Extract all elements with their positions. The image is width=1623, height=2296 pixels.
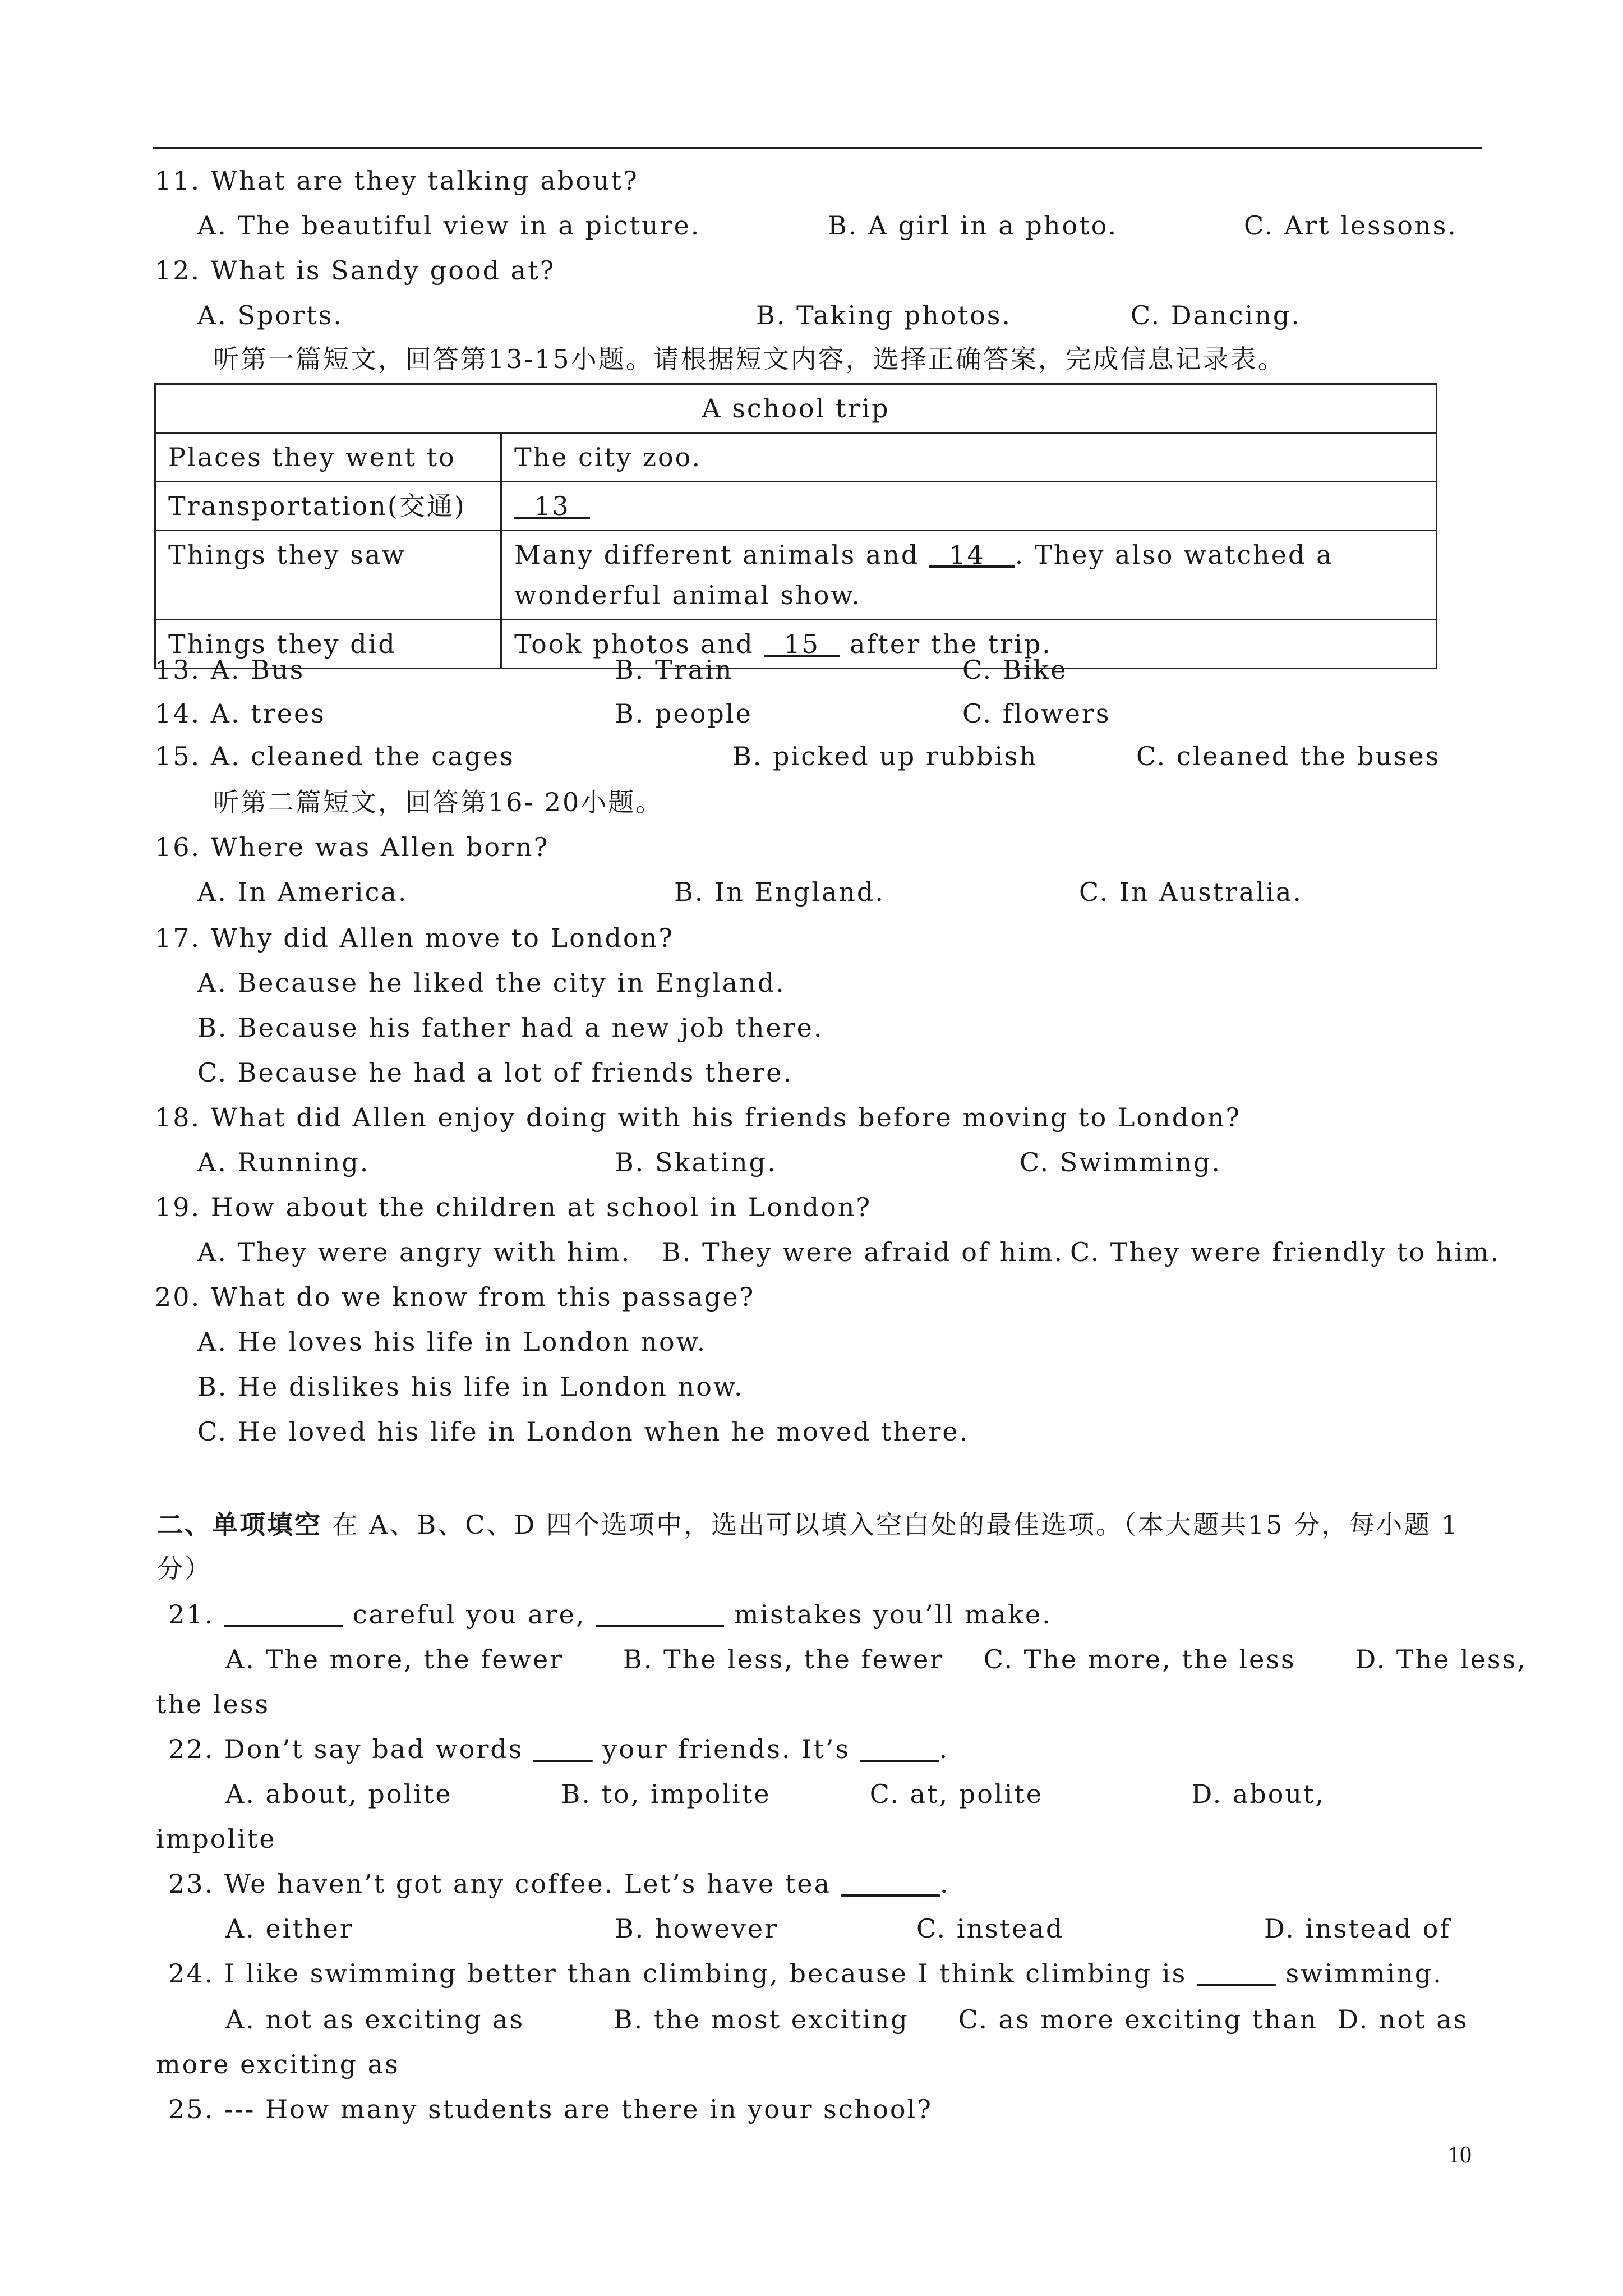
q24-text-1: I like swimming better than climbing, because I think climbing is	[224, 1958, 1197, 1989]
q18-stem: 18. What did Allen enjoy doing with his friends before moving to London?	[155, 1102, 1242, 1133]
q14-stem: 14. A. trees	[155, 698, 326, 729]
q21-number: 21.	[168, 1599, 224, 1630]
q13-option-c: C. Bike	[962, 655, 1068, 685]
q22-stem	[168, 1733, 949, 1765]
table-row	[155, 620, 1437, 669]
q14-option-c: C. flowers	[962, 698, 1111, 729]
part2-heading: 二、单项填空	[157, 1510, 322, 1540]
q18-option-b: B. Skating.	[615, 1147, 777, 1177]
q23-option-d: D. instead of	[1264, 1913, 1451, 1944]
q23-text-1: We haven’t got any coffee. Let’s have tea	[224, 1869, 841, 1899]
row-label: Things they did	[155, 620, 501, 669]
q21-blank-2	[596, 1599, 724, 1630]
row-value: The city zoo.	[501, 433, 1437, 482]
q24-options: A. not as exciting as B. the most exciting C. as more exciting than D. not as	[225, 2004, 1469, 2035]
table-row	[155, 531, 1437, 620]
q16-option-a: A. In America.	[197, 877, 408, 907]
q18-option-c: C. Swimming.	[1020, 1147, 1222, 1177]
row-label: Transportation(交通)	[155, 482, 501, 531]
q22-options: A. about, polite B. to, impolite C. at, polite D. about,	[225, 1779, 1326, 1809]
q23-option-b: B. however	[615, 1913, 779, 1944]
q15-option-b: B. picked up rubbish	[732, 741, 1038, 771]
blank-14: 14	[929, 540, 1015, 570]
q16-option-b: B. In England.	[674, 877, 885, 907]
row-value-pre: Many different animals and	[514, 540, 930, 570]
row-value-post: after the trip.	[840, 629, 1052, 659]
q21-options-wrap: the less	[156, 1689, 270, 1719]
q12-stem: 12. What is Sandy good at?	[155, 255, 556, 286]
q21-blank-1	[224, 1599, 343, 1630]
q22-blank-2	[860, 1734, 939, 1764]
q23-number: 23.	[168, 1869, 224, 1899]
q17-stem: 17. Why did Allen move to London?	[155, 923, 674, 953]
q17-option-b: B. Because his father had a new job there.	[197, 1013, 824, 1043]
q15-stem: 15. A. cleaned the cages	[155, 741, 515, 771]
q16-option-c: C. In Australia.	[1079, 877, 1303, 907]
q15-option-c: C. cleaned the buses	[1136, 741, 1441, 771]
q11-option-b: B. A girl in a photo.	[828, 210, 1118, 241]
q18-option-a: A. Running.	[197, 1147, 370, 1177]
header-rule	[153, 147, 1482, 149]
row-value-post: . They also watched a wonderful animal show.	[514, 540, 1334, 610]
q20-option-c: C. He loved his life in London when he moved there.	[197, 1416, 970, 1447]
table-title: A school trip	[155, 384, 1437, 433]
q21-text: careful you are,	[343, 1599, 596, 1630]
q22-text-3: .	[939, 1734, 949, 1764]
q22-options-wrap: impolite	[156, 1824, 276, 1854]
q23-blank	[841, 1869, 940, 1899]
q12-option-a: A. Sports.	[197, 300, 343, 330]
q22-blank-1	[533, 1734, 593, 1764]
blank-15: 15	[764, 629, 840, 659]
part2-instructions-wrap: 分）	[157, 1553, 212, 1584]
q13-option-b: B. Train	[615, 655, 734, 685]
part2-instructions: 在 A、B、C、D 四个选项中，选出可以填入空白处的最佳选项。（本大题共15 分，每小题 1	[322, 1510, 1460, 1540]
q20-stem: 20. What do we know from this passage?	[155, 1282, 755, 1312]
section1-intro: 听第一篇短文，回答第13-15小题。请根据短文内容，选择正确答案，完成信息记录表。	[213, 344, 1285, 374]
q23-text-2: .	[939, 1869, 950, 1899]
row-value-pre: Took photos and	[514, 629, 764, 659]
q11-stem: 11. What are they talking about?	[155, 165, 639, 196]
row-label: Things they saw	[155, 531, 501, 620]
table-row	[155, 482, 1437, 531]
q23-stem	[168, 1868, 949, 1899]
q17-option-c: C. Because he had a lot of friends there.	[197, 1057, 794, 1088]
row-value	[501, 482, 1437, 531]
q20-option-a: A. He loves his life in London now.	[197, 1327, 707, 1357]
row-label: Places they went to	[155, 433, 501, 482]
part2-heading-line	[157, 1509, 1459, 1540]
q24-stem	[168, 1958, 1443, 1989]
q19-option-b: B. They were afraid of him.	[662, 1237, 1064, 1267]
q16-stem: 16. Where was Allen born?	[155, 832, 550, 862]
blank-13: 13	[514, 491, 591, 521]
table-title-row	[155, 384, 1437, 433]
q19-option-c: C. They were friendly to him.	[1070, 1237, 1501, 1267]
q20-option-b: B. He dislikes his life in London now.	[197, 1372, 744, 1402]
q23-option-c: C. instead	[916, 1913, 1064, 1944]
q11-option-c: C. Art lessons.	[1244, 210, 1458, 241]
q19-option-a: A. They were angry with him.	[197, 1237, 631, 1267]
school-trip-table	[154, 383, 1437, 669]
q22-number: 22.	[168, 1734, 224, 1764]
q11-option-a: A. The beautiful view in a picture.	[197, 210, 701, 241]
q22-text-1: Don’t say bad words	[224, 1734, 534, 1764]
q24-options-wrap: more exciting as	[156, 2049, 400, 2079]
q22-text-2: your friends. It’s	[592, 1734, 860, 1764]
q14-option-b: B. people	[615, 698, 753, 729]
q24-number: 24.	[168, 1958, 224, 1989]
q23-option-a: A. either	[225, 1913, 354, 1944]
table-row	[155, 433, 1437, 482]
section2-intro: 听第二篇短文，回答第16- 20小题。	[213, 787, 663, 817]
page-number: 10	[1448, 2142, 1472, 2168]
q21-options: A. The more, the fewer B. The less, the fewer C. The more, the less D. The less,	[225, 1644, 1527, 1674]
q12-option-c: C. Dancing.	[1131, 300, 1301, 330]
q25-stem: 25. --- How many students are there in your school?	[168, 2094, 933, 2124]
q12-option-b: B. Taking photos.	[756, 300, 1012, 330]
q17-option-a: A. Because he liked the city in England.	[197, 968, 786, 998]
q24-blank	[1197, 1958, 1276, 1989]
q19-stem: 19. How about the children at school in London?	[155, 1192, 872, 1222]
q21-stem	[168, 1599, 1052, 1630]
q21-text-end: mistakes you’ll make.	[724, 1599, 1052, 1630]
row-value	[501, 531, 1437, 620]
q13-stem: 13. A. Bus	[155, 655, 305, 685]
q24-text-2: swimming.	[1275, 1958, 1443, 1989]
